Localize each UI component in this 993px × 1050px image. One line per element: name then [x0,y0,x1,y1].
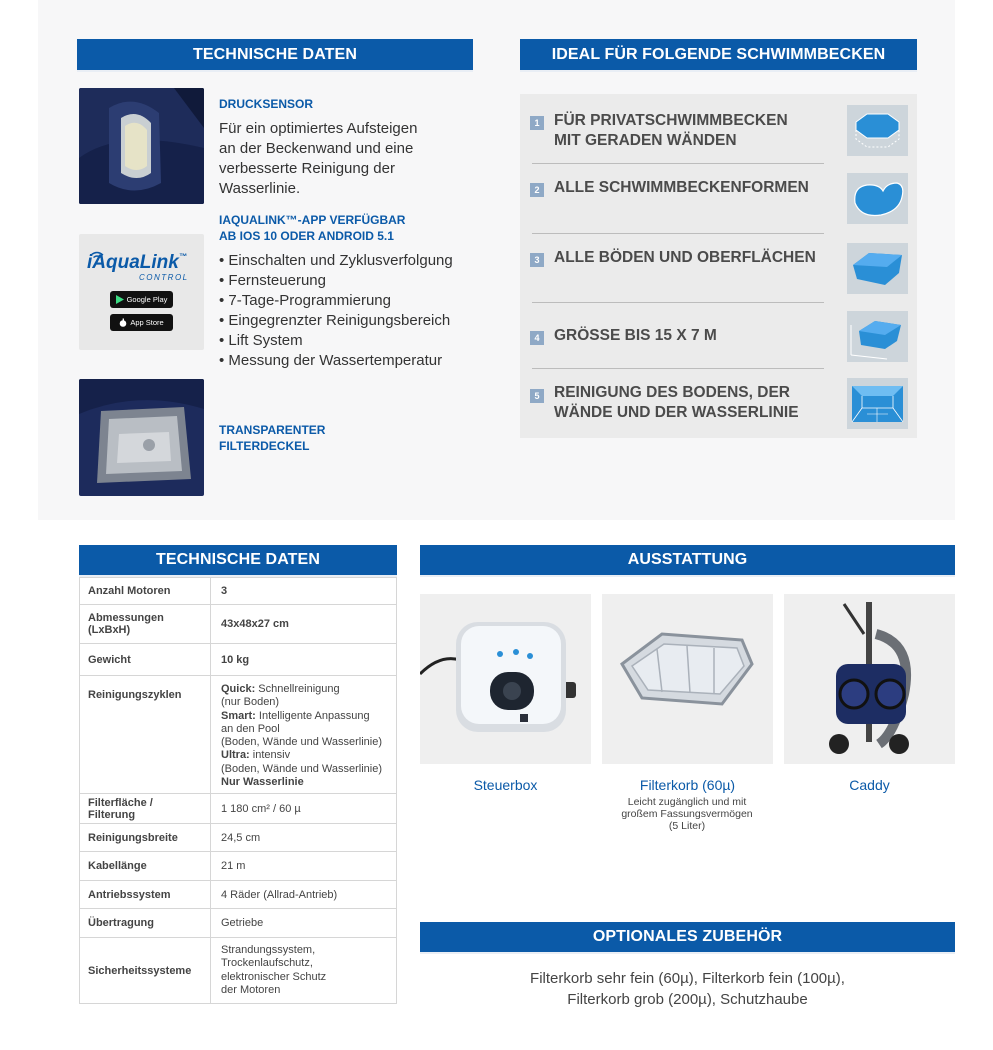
divider [532,233,824,234]
list-item: • Eingegrenzter Reinigungsbereich [219,311,489,331]
freeform-pool-icon [847,173,908,224]
spec-key: Filterfläche / Filterung [80,794,211,824]
pool-surface-icon [847,243,908,294]
pool-label-all-shapes: ALLE SCHWIMMBECKENFORMEN [554,179,809,196]
spec-value: 1 180 cm² / 60 µ [211,794,397,824]
aqualink-control-label: CONTROL [139,273,189,282]
pool-label-all-surfaces: ALLE BÖDEN UND OBERFLÄCHEN [554,249,816,266]
features-header: TECHNISCHE DATEN [77,39,473,72]
list-item: • Einschalten und Zyklusverfolgung [219,251,489,271]
table-row [80,605,397,644]
pool-number-badge: 2 [530,183,544,197]
caddy-image [784,594,955,764]
table-row [80,644,397,676]
spec-value: 3 [211,578,397,605]
spec-value-cycles: Quick: Schnellreinigung (nur Boden) Smart: Intelligente Anpassung an den Pool (Boden, Wände und Wasserlinie) Ultra: intensiv (Boden, Wände und Wasserlinie) Nur Wasserlinie [211,676,397,794]
pool-cleaning-icon [847,378,908,429]
spec-key: Sicherheitssysteme [80,938,211,1004]
spec-key: Antriebssystem [80,881,211,909]
equipment-label-caddy: Caddy [849,777,890,793]
spec-key: Abmessungen (LxBxH) [80,605,211,644]
list-item: • Messung der Wassertemperatur [219,351,489,371]
table-row [80,938,397,1004]
app-card [79,234,204,350]
equipment-header: AUSSTATTUNG [420,545,955,577]
aqualink-logo: iAquaLink™ [87,252,187,273]
divider [532,302,824,303]
table-row [80,824,397,852]
spec-value: Getriebe [211,909,397,938]
divider [532,163,824,164]
pool-types-panel [520,94,917,438]
spec-value: 10 kg [211,644,397,676]
spec-value: 21 m [211,852,397,881]
app-store-badge[interactable]: App Store [110,314,173,331]
spec-key: Reinigungszyklen [80,676,211,794]
pool-size-icon [847,311,908,362]
feature-text-pressure-sensor: Für ein optimiertes Aufsteigen an der Beckenwand und eine verbesserte Reinigung der Wasserlinie. [219,120,418,197]
octagon-pool-icon [847,105,908,156]
table-row [80,881,397,909]
table-row [80,909,397,938]
spec-key: Reinigungsbreite [80,824,211,852]
spec-key: Anzahl Motoren [80,578,211,605]
tech-table-header: TECHNISCHE DATEN [79,545,397,577]
feature-title-filter-lid: TRANSPARENTER FILTERDECKEL [219,423,326,453]
filter-basket-description: Leicht zugänglich und mit großem Fassungsvermögen (5 Liter) [621,796,753,832]
feature-title-app: IAQUALINK™-APP VERFÜGBAR AB IOS 10 ODER ANDROID 5.1 [219,213,406,243]
spec-value: 43x48x27 cm [211,605,397,644]
feature-title-pressure-sensor: DRUCKSENSOR [219,97,314,111]
optional-accessories-header: OPTIONALES ZUBEHÖR [420,922,955,954]
list-item: • Fernsteuerung [219,271,489,291]
pressure-sensor-image [79,88,204,204]
equipment-label-filter-basket: Filterkorb (60µ) [639,777,736,793]
pool-types-header: IDEAL FÜR FOLGENDE SCHWIMMBECKEN [520,39,917,72]
spec-value: Strandungssystem, Trockenlaufschutz, elektronischer Schutz der Motoren [211,938,397,1004]
tech-specs-table [79,577,397,1004]
spec-value: 24,5 cm [211,824,397,852]
app-feature-list [219,251,489,371]
filter-lid-image [79,379,204,496]
control-box-image [420,594,591,764]
pool-number-badge: 1 [530,116,544,130]
pool-number-badge: 3 [530,253,544,267]
spec-key: Gewicht [80,644,211,676]
list-item: • Lift System [219,331,489,351]
pool-number-badge: 5 [530,389,544,403]
filter-basket-image [602,594,773,764]
divider [532,368,824,369]
pool-label-private: FÜR PRIVATSCHWIMMBECKEN MIT GERADEN WÄNDEN [554,112,788,149]
table-row [80,794,397,824]
spec-key: Kabellänge [80,852,211,881]
pool-number-badge: 4 [530,331,544,345]
google-play-badge[interactable]: Google Play [110,291,173,308]
equipment-label-control-box: Steuerbox [473,777,538,793]
table-row [80,852,397,881]
pool-label-cleaning-areas: REINIGUNG DES BODENS, DER WÄNDE UND DER WASSERLINIE [554,384,799,421]
optional-accessories-text: Filterkorb sehr fein (60µ), Filterkorb fein (100µ), Filterkorb grob (200µ), Schutzhaube [530,970,845,1008]
spec-key: Übertragung [80,909,211,938]
spec-value: 4 Räder (Allrad-Antrieb) [211,881,397,909]
google-play-icon [116,295,124,304]
apple-icon [119,318,127,327]
table-row [80,676,397,794]
pool-label-size: GRÖSSE BIS 15 X 7 M [554,327,717,344]
list-item: • 7-Tage-Programmierung [219,291,489,311]
table-row [80,578,397,605]
